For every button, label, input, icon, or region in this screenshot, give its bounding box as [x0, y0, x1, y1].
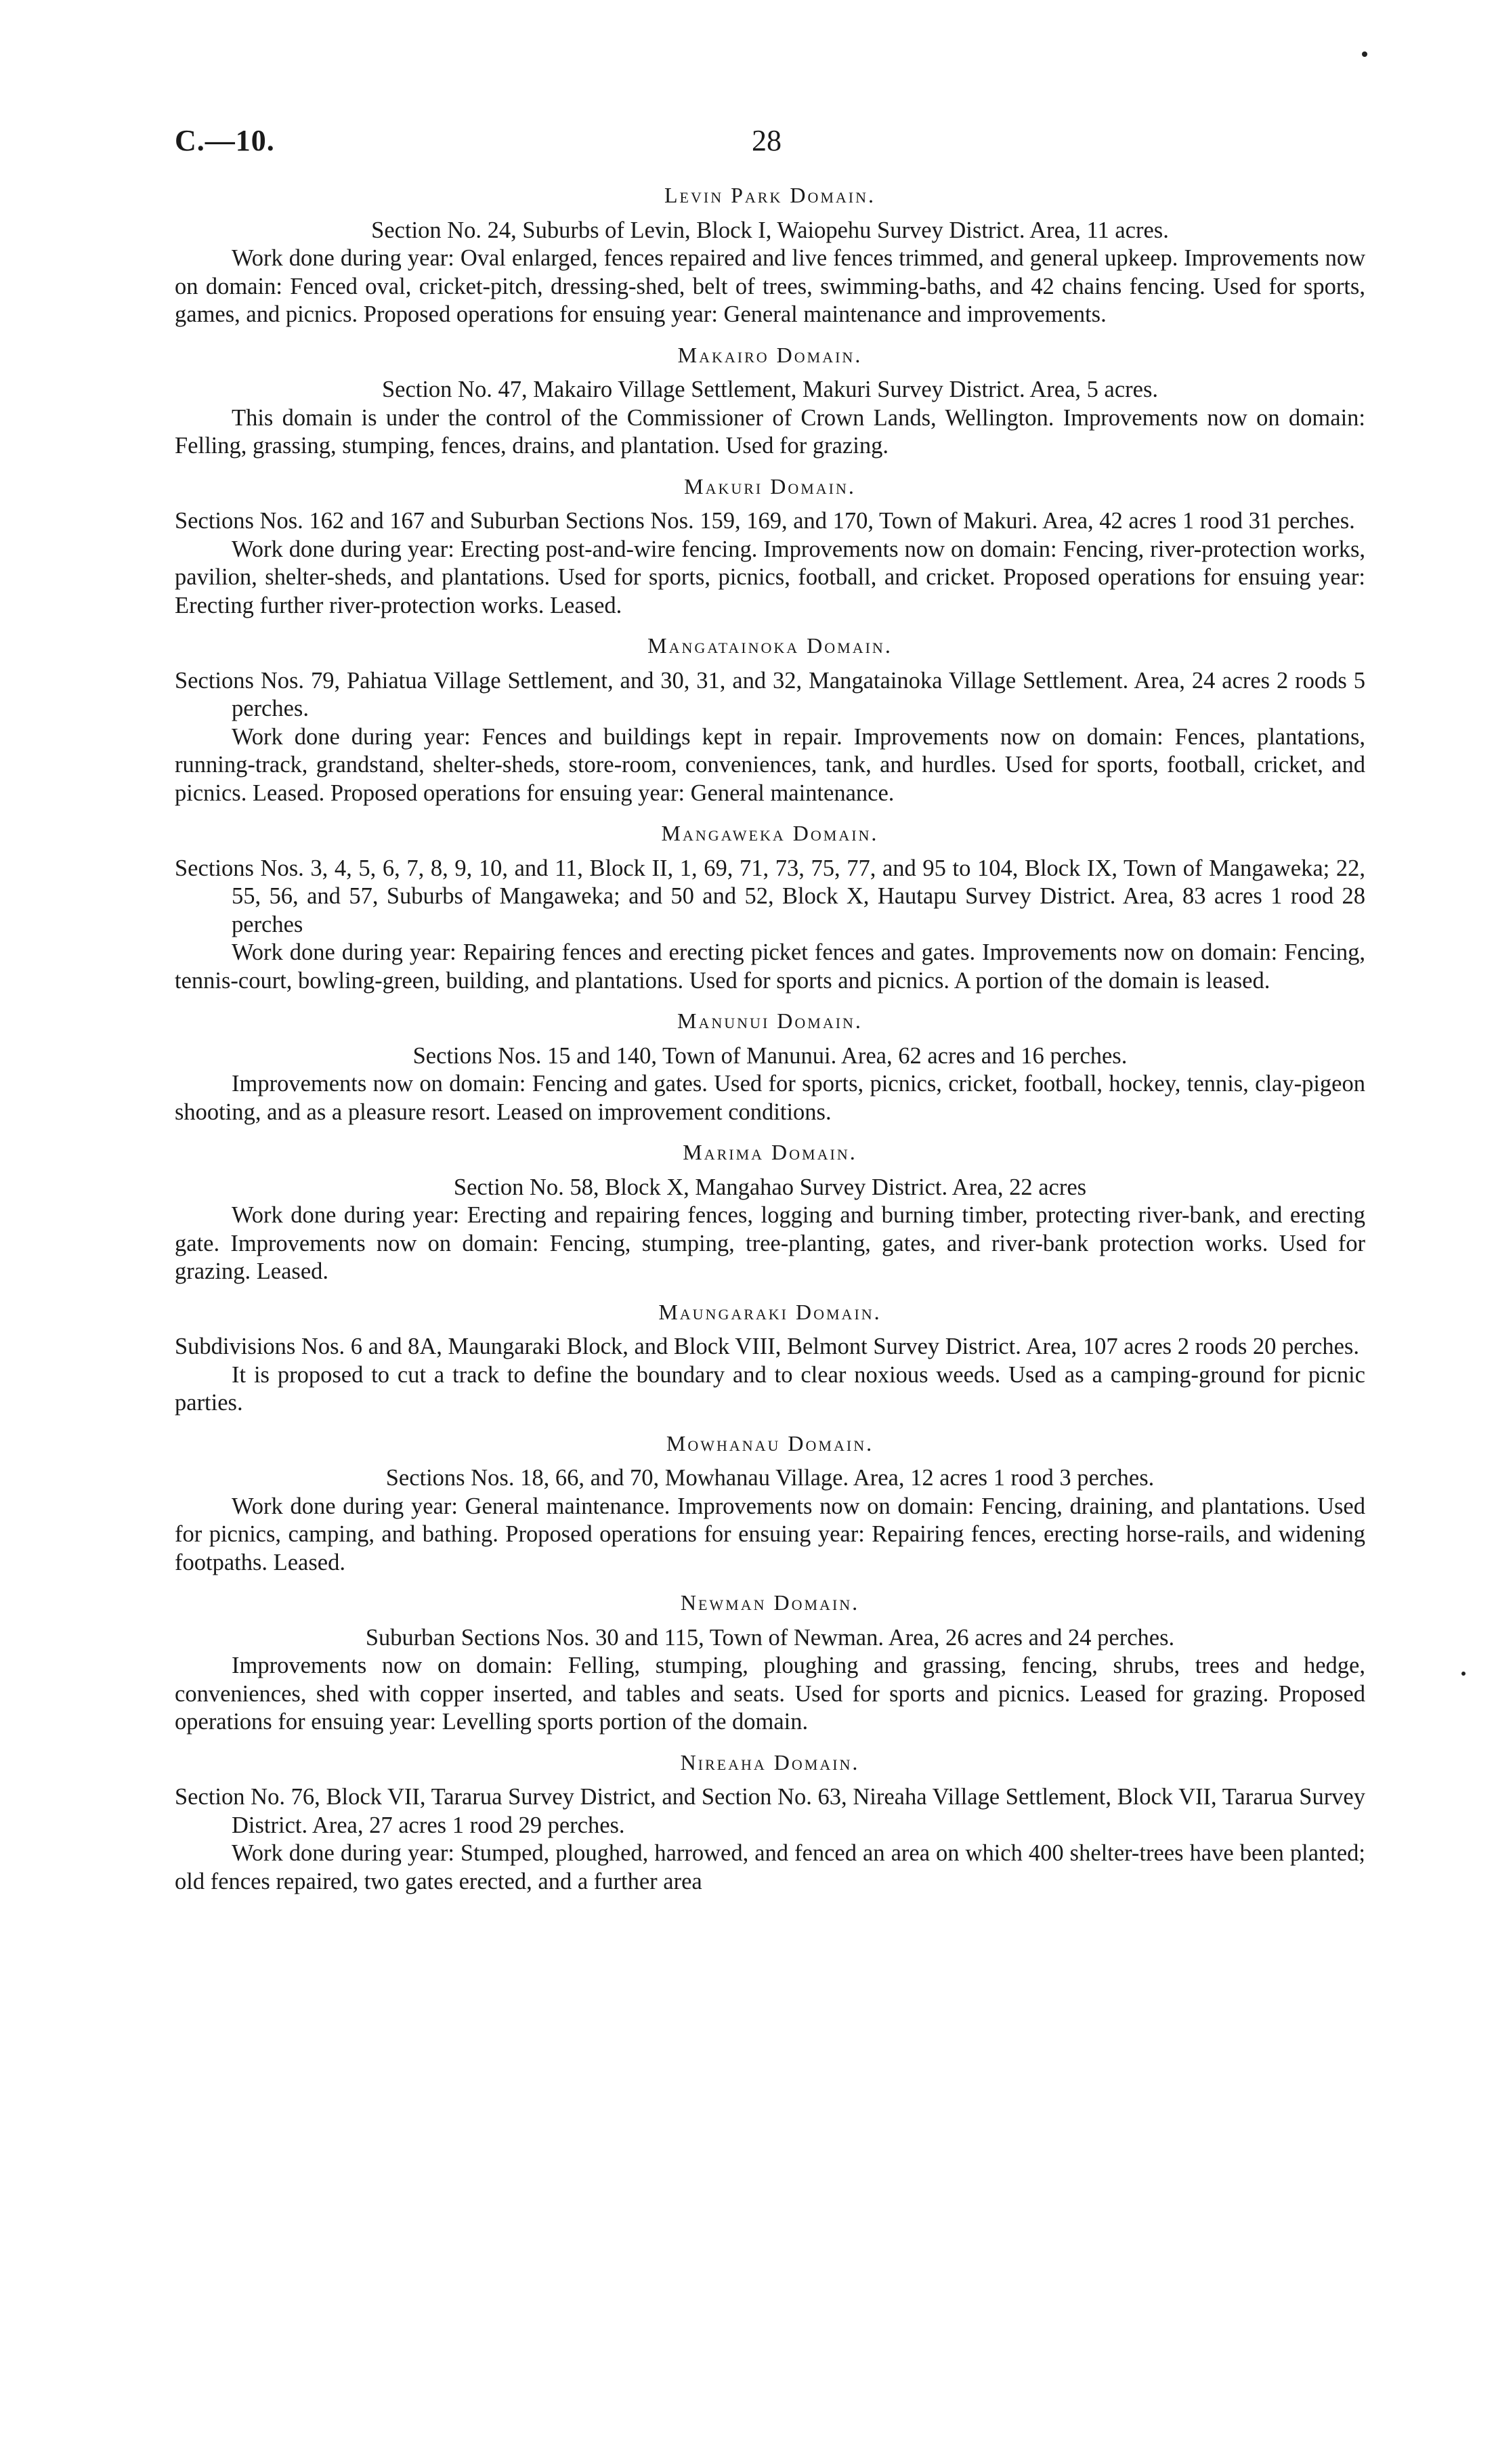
- section-heading: Makairo Domain.: [677, 342, 863, 367]
- section-paragraph: Work done during year: Erecting post-and-wire fencing. Improvements now on domain: Fencing, river-protection works, pavilion, shelter-sheds, and plantations. Used for sports, picnics, football, and cricket. Proposed operations for ensuing year: Erecting further river-protection works. Leased.: [175, 536, 1365, 618]
- domain-section: [175, 1589, 1365, 1737]
- section-paragraph: It is proposed to cut a track to define the boundary and to clear noxious weeds. Used as a camping-ground for picnic parties.: [175, 1361, 1365, 1416]
- section-paragraph: This domain is under the control of the Commissioner of Crown Lands, Wellington. Improvements now on domain: Felling, grassing, stumping, fences, drains, and plantation. Used for grazing.: [175, 404, 1365, 459]
- section-heading: Mangaweka Domain.: [661, 821, 879, 845]
- section-paragraph: Work done during year: Fences and buildings kept in repair. Improvements now on domain: Fences, plantations, running-track, grandstand, shelter-sheds, store-room, conveniences, tank, and hurdles. Used for sports, football, cricket, and picnics. Leased. Proposed operations for ensuing year: General maintenance.: [175, 723, 1365, 806]
- section-description: Subdivisions Nos. 6 and 8A, Maungaraki Block, and Block VIII, Belmont Survey District. Area, 107 acres 2 roods 20 perches.: [175, 1334, 1359, 1359]
- section-heading: Mangatainoka Domain.: [647, 633, 893, 658]
- domain-section: [175, 1007, 1365, 1126]
- domain-section: [175, 1430, 1365, 1577]
- section-paragraph: Work done during year: General maintenance. Improvements now on domain: Fencing, draining, and plantations. Used for picnics, camping, and bathing. Proposed operations for ensuing year: Repairing fences, erecting horse-rails, and widening footpaths. Leased.: [175, 1493, 1365, 1575]
- domain-section: [175, 632, 1365, 807]
- section-description: Sections Nos. 162 and 167 and Suburban Sections Nos. 159, 169, and 170, Town of Makuri. Area, 42 acres 1 rood 31 perches.: [175, 508, 1355, 534]
- section-description: Section No. 76, Block VII, Tararua Survey District, and Section No. 63, Nireaha Village Settlement, Block VII, Tararua Survey District. Area, 27 acres 1 rood 29 perches.: [175, 1784, 1365, 1838]
- domain-section: [175, 1139, 1365, 1286]
- domain-section: [175, 1298, 1365, 1418]
- domain-section: [175, 820, 1365, 995]
- section-description: Section No. 58, Block X, Mangahao Survey District. Area, 22 acres: [453, 1174, 1087, 1200]
- section-paragraph: Improvements now on domain: Felling, stumping, ploughing and grassing, fencing, shrubs, trees and hedge, conveniences, shed with copper inserted, and tables and seats. Used for sports and picnics. Leased for grazing. Proposed operations for ensuing year: Levelling sports portion of the domain.: [175, 1653, 1365, 1735]
- domain-section: [175, 182, 1365, 329]
- section-description: Section No. 24, Suburbs of Levin, Block I, Waiopehu Survey District. Area, 11 acres.: [371, 217, 1169, 243]
- section-heading: Levin Park Domain.: [664, 183, 876, 207]
- section-heading: Nireaha Domain.: [680, 1749, 860, 1775]
- section-paragraph: Improvements now on domain: Fencing and gates. Used for sports, picnics, cricket, football, hockey, tennis, clay-pigeon shooting, and as a pleasure resort. Leased on improvement conditions.: [175, 1071, 1365, 1125]
- section-heading: Marima Domain.: [683, 1140, 857, 1164]
- section-paragraph: Work done during year: Stumped, ploughed, harrowed, and fenced an area on which 400 shelter-trees have been planted; old fences repaired, two gates erected, and a further area: [175, 1840, 1365, 1894]
- domain-section: [175, 1749, 1365, 1896]
- section-heading: Mowhanau Domain.: [666, 1430, 874, 1456]
- section-paragraph: Work done during year: Erecting and repairing fences, logging and burning timber, protecting river-bank, and erecting gate. Improvements now on domain: Fencing, stumping, tree-planting, gates, and river-bank protection works. Used for grazing. Leased.: [175, 1202, 1365, 1284]
- section-heading: Maungaraki Domain.: [658, 1299, 882, 1324]
- section-description: Section No. 47, Makairo Village Settlement, Makuri Survey District. Area, 5 acres.: [381, 377, 1159, 402]
- section-paragraph: Work done during year: Oval enlarged, fences repaired and live fences trimmed, and general upkeep. Improvements now on domain: Fenced oval, cricket-pitch, dressing-shed, belt of trees, swimming-baths, and 42 chains fencing. Used for sports, games, and picnics. Proposed operations for ensuing year: General maintenance and improvements.: [175, 245, 1365, 327]
- section-description: Suburban Sections Nos. 30 and 115, Town of Newman. Area, 26 acres and 24 perches.: [365, 1624, 1175, 1651]
- document-body: [175, 182, 1365, 1896]
- domain-section: [175, 341, 1365, 461]
- section-description: Sections Nos. 79, Pahiatua Village Settlement, and 30, 31, and 32, Mangatainoka Village Settlement. Area, 24 acres 2 roods 5 perches.: [175, 667, 1365, 721]
- section-description: Sections Nos. 3, 4, 5, 6, 7, 8, 9, 10, and 11, Block II, 1, 69, 71, 73, 75, 77, and 95 to 104, Block IX, Town of Mangaweka; 22, 55, 56, and 57, Suburbs of Mangaweka; and 50 and 52, Block X, Hautapu Survey District. Area, 83 acres 1 rood 28 perches: [175, 855, 1365, 937]
- section-heading: Newman Domain.: [680, 1590, 860, 1615]
- domain-section: [175, 473, 1365, 620]
- section-heading: Makuri Domain.: [684, 473, 856, 498]
- page-code: C.—10.: [175, 124, 275, 157]
- section-heading: Manunui Domain.: [677, 1008, 863, 1033]
- section-description: Sections Nos. 15 and 140, Town of Manunui. Area, 62 acres and 16 perches.: [412, 1042, 1128, 1069]
- section-description: Sections Nos. 18, 66, and 70, Mowhanau Village. Area, 12 acres 1 rood 3 perches.: [385, 1465, 1155, 1491]
- section-paragraph: Work done during year: Repairing fences and erecting picket fences and gates. Improvements now on domain: Fencing, tennis-court, bowling-green, building, and plantations. Used for sports and picnics. A portion of the domain is leased.: [175, 939, 1365, 994]
- page-number: 28: [752, 124, 782, 157]
- scan-speck: [1362, 51, 1367, 57]
- scan-speck: [1461, 1672, 1466, 1676]
